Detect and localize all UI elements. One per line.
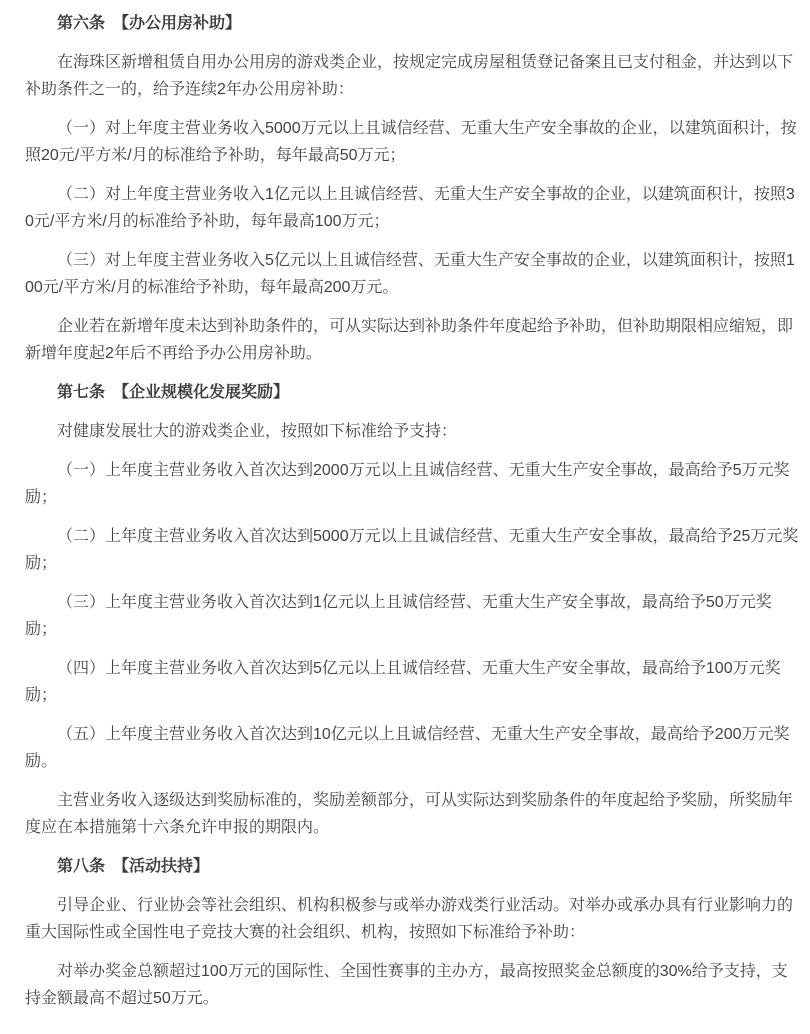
paragraph: 对举办奖金总额超过100万元的国际性、全国性赛事的主办方，最高按照奖金总额度的30%给予支持，支持金额最高不超过50万元。 [25,963,788,1007]
paragraph: （一）对上年度主营业务收入5000万元以上且诚信经营、无重大生产安全事故的企业，以建筑面积计，按照20元/平方米/月的标准给予补助，每年最高50万元； [25,120,797,164]
paragraph: （二）上年度主营业务收入首次达到5000万元以上且诚信经营、无重大生产安全事故，最高给予25万元奖励； [25,528,799,572]
paragraph: （二）对上年度主营业务收入1亿元以上且诚信经营、无重大生产安全事故的企业，以建筑面积计，按照30元/平方米/月的标准给予补助，每年最高100万元； [25,186,795,230]
paragraph: （五）上年度主营业务收入首次达到10亿元以上且诚信经营、无重大生产安全事故，最高给予200万元奖励。 [25,726,790,770]
article-heading: 第七条 【企业规模化发展奖励】 [57,384,290,401]
paragraph: 主营业务收入逐级达到奖励标准的，奖励差额部分，可从实际达到奖励条件的年度起给予奖励，所奖励年度应在本措施第十六条允许申报的期限内。 [25,792,794,836]
paragraph: （三）对上年度主营业务收入5亿元以上且诚信经营、无重大生产安全事故的企业，以建筑面积计，按照100元/平方米/月的标准给予补助，每年最高200万元。 [25,252,795,296]
article-heading: 第八条 【活动扶持】 [57,858,210,875]
paragraph: 企业若在新增年度未达到补助条件的，可从实际达到补助条件年度起给予补助，但补助期限相应缩短，即新增年度起2年后不再给予办公用房补助。 [25,318,794,362]
paragraph: （四）上年度主营业务收入首次达到5亿元以上且诚信经营、无重大生产安全事故，最高给予100万元奖励； [25,660,781,704]
policy-document [0,10,810,1034]
paragraph: 在海珠区新增租赁自用办公用房的游戏类企业，按规定完成房屋租赁登记备案且已支付租金，并达到以下补助条件之一的，给予连续2年办公用房补助： [25,54,794,98]
paragraph: 引导企业、行业协会等社会组织、机构积极参与或举办游戏类行业活动。对举办或承办具有行业影响力的重大国际性或全国性电子竞技大赛的社会组织、机构，按照如下标准给予补助： [25,897,794,941]
paragraph: （三）上年度主营业务收入首次达到1亿元以上且诚信经营、无重大生产安全事故，最高给予50万元奖励； [25,594,772,638]
paragraph: 对健康发展壮大的游戏类企业，按照如下标准给予支持： [57,423,458,440]
article-heading: 第六条 【办公用房补助】 [57,15,242,32]
paragraph: （一）上年度主营业务收入首次达到2000万元以上且诚信经营、无重大生产安全事故，最高给予5万元奖励； [25,462,790,506]
